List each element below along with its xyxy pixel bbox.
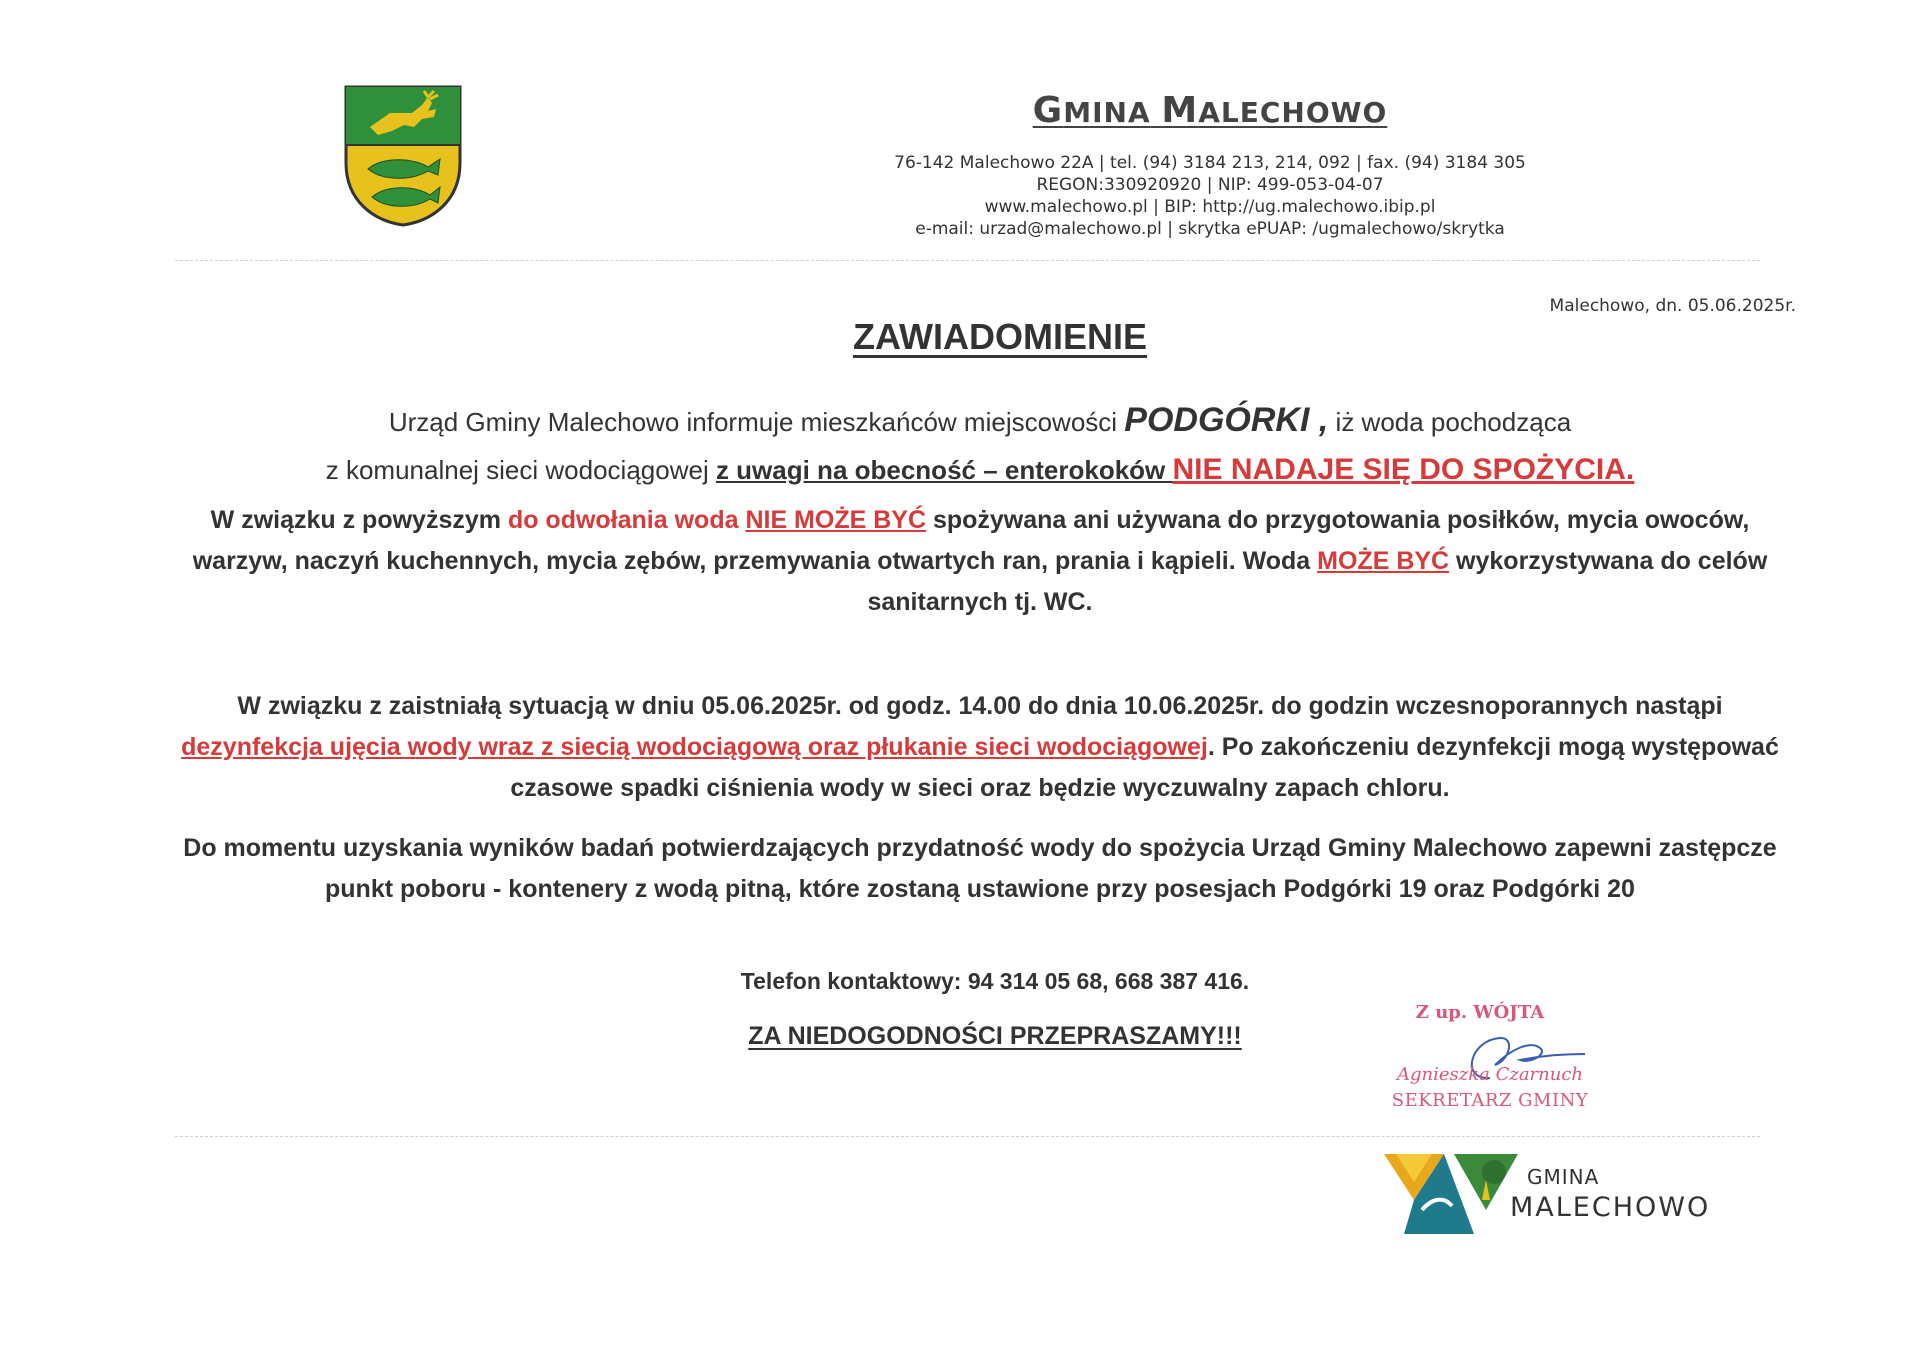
address-line: e-mail: urzad@malechowo.pl | skrytka ePUAP: /ugmalechowo/skrytka	[915, 219, 1505, 239]
header-title: GMINA MALECHOWO	[1032, 90, 1388, 131]
place-name: PODGÓRKI ,	[1124, 401, 1329, 439]
paragraph-restrictions: W związku z powyższym do odwołania woda NIE MOŻE BYĆ spożywana ani używana do przygotowania posiłków, mycia owoców, warzyw, naczyń kuchennych, mycia zębów, przemywania otwartych ran, prania i kąpieli. Woda MOŻE BYĆ wykorzystywana do celów sanitarnych tj. WC.	[192, 506, 1768, 616]
gmina-logo-icon	[1382, 1150, 1520, 1234]
logo-text-gmina: GMINA	[1527, 1165, 1600, 1189]
contact-phone: Telefon kontaktowy: 94 314 05 68, 668 387 416.	[740, 968, 1250, 994]
paragraph-disinfection: W związku z zaistniałą sytuacją w dniu 05.06.2025r. od godz. 14.00 do dnia 10.06.2025r. do godzin wczesnoporannych nastąpi dezynfekcja ujęcia wody wraz z siecią wodociągową oraz płukanie sieci wodociągowej. Po zakończeniu dezynfekcji mogą występować czasowe spadki ciśnienia wody w sieci oraz będzie wyczuwalny zapach chloru.	[181, 692, 1779, 802]
document-date: Malechowo, dn. 05.06.2025r.	[1549, 296, 1796, 316]
footer-divider	[175, 1136, 1760, 1137]
coat-of-arms	[342, 83, 464, 228]
paragraph-water-supply: Do momentu uzyskania wyników badań potwierdzających przydatność wody do spożycia Urząd Gminy Malechowo zapewni zastępcze punkt poboru - kontenery z wodą pitną, które zostaną ustawione przy posesjach Podgórki 19 oraz Podgórki 20	[183, 834, 1777, 903]
apology-text: ZA NIEDOGODNOŚCI PRZEPRASZAMY!!!	[748, 1022, 1242, 1050]
paragraph-intro: Urząd Gminy Malechowo informuje mieszkańców miejscowości PODGÓRKI , iż woda pochodząca z komunalnej sieci wodociągowej z uwagi na obecność – enterokoków NIE NADAJE SIĘ DO SPOŻYCIA.	[325, 401, 1635, 486]
stamp-line-3: SEKRETARZ GMINY	[1391, 1090, 1589, 1111]
alert-text: NIE NADAJE SIĘ DO SPOŻYCIA.	[1172, 453, 1635, 486]
header-address	[780, 152, 1640, 240]
stamp-line-1: Z up. WÓJTA	[1415, 1002, 1545, 1023]
header-divider	[175, 260, 1760, 261]
document-heading: ZAWIADOMIENIE	[853, 316, 1147, 357]
address-line: REGON:330920920 | NIP: 499-053-04-07	[1036, 175, 1384, 195]
logo-text-malechowo: MALECHOWO	[1510, 1192, 1711, 1223]
address-line: 76-142 Malechowo 22A | tel. (94) 3184 213, 214, 092 | fax. (94) 3184 305	[894, 153, 1526, 173]
stamp-line-2: Agnieszka Czarnuch	[1396, 1064, 1584, 1085]
address-line: www.malechowo.pl | BIP: http://ug.malechowo.ibip.pl	[984, 197, 1436, 217]
